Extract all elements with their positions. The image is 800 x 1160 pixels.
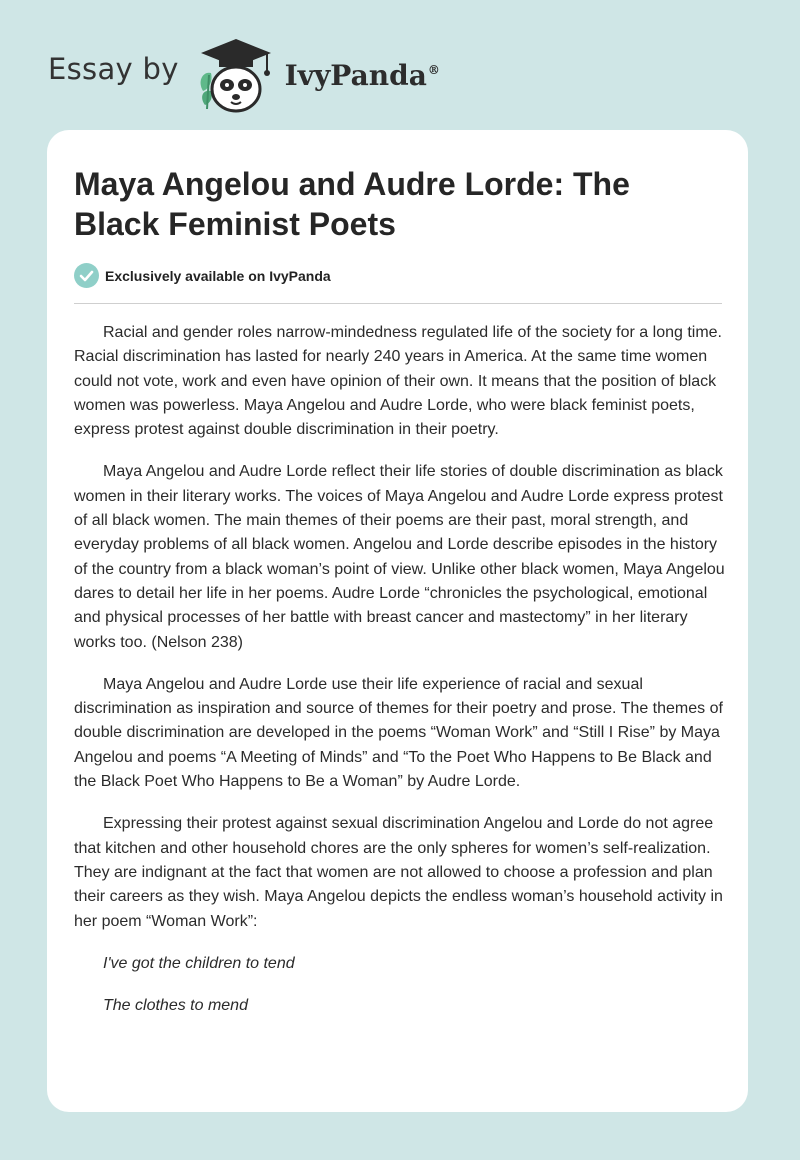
paragraph: Maya Angelou and Audre Lorde reflect their life stories of double discrimination as black women in their literary works. The voices of Maya Angelou and Audre Lorde express protest of all black women. The main themes of their poems are their past, moral strength, and everyday problems of all black women. Angelou and Lorde describe episodes in the history of the country from a black woman’s point of view. Unlike other black women, Maya Angelou dares to detail her life in her poems. Audre Lorde “chronicles the psychological, emotional and physical processes of her battle with breast cancer and mastectomy” in her literary works too. (Nelson 238) xyxy=(74,463,725,651)
check-circle-icon xyxy=(74,263,99,288)
site-header xyxy=(48,30,748,120)
paragraph: Expressing their protest against sexual discrimination Angelou and Lorde do not agree that kitchen and other household chores are the only spheres for women’s self-realization. They are indignant at the fact that women are not allowed to choose a profession and plan their careers as they wish. Maya Angelou depicts the endless woman’s household activity in her poem “Woman Work”: xyxy=(74,815,723,930)
panda-graduate-icon[interactable] xyxy=(193,35,279,115)
poem-quote-line: I've got the children to tend xyxy=(103,954,295,972)
brand-name[interactable]: IvyPanda® xyxy=(284,58,440,92)
essay-card xyxy=(47,130,748,1112)
paragraph: Racial and gender roles narrow-mindedness regulated life of the society for a long time. Racial discrimination has lasted for nearly 240 years in America. At the same time women could not vote, work and even have opinion of their own. It means that the position of black women was powerless. Maya Angelou and Audre Lorde, who were black feminist poets, express protest against double discrimination in their poetry. xyxy=(74,324,722,439)
divider xyxy=(74,303,722,304)
brand-prefix: Essay by xyxy=(48,52,179,86)
essay-body xyxy=(74,321,730,1036)
badge-label: Exclusively available on IvyPanda xyxy=(105,267,331,284)
poem-quote-line: The clothes to mend xyxy=(103,997,248,1015)
essay-title: Maya Angelou and Audre Lorde: The Black Feminist Poets xyxy=(74,166,630,242)
paragraph: Maya Angelou and Audre Lorde use their life experience of racial and sexual discrimination as inspiration and source of themes for their poetry and prose. The themes of double discrimination are developed in the poems “Woman Work” and “Still I Rise” by Maya Angelou and poems “A Meeting of Minds” and “To the Poet Who Happens to Be Black and the Black Poet Who Happens to Be a Woman” by Audre Lorde. xyxy=(74,675,723,791)
exclusive-badge xyxy=(74,263,331,288)
